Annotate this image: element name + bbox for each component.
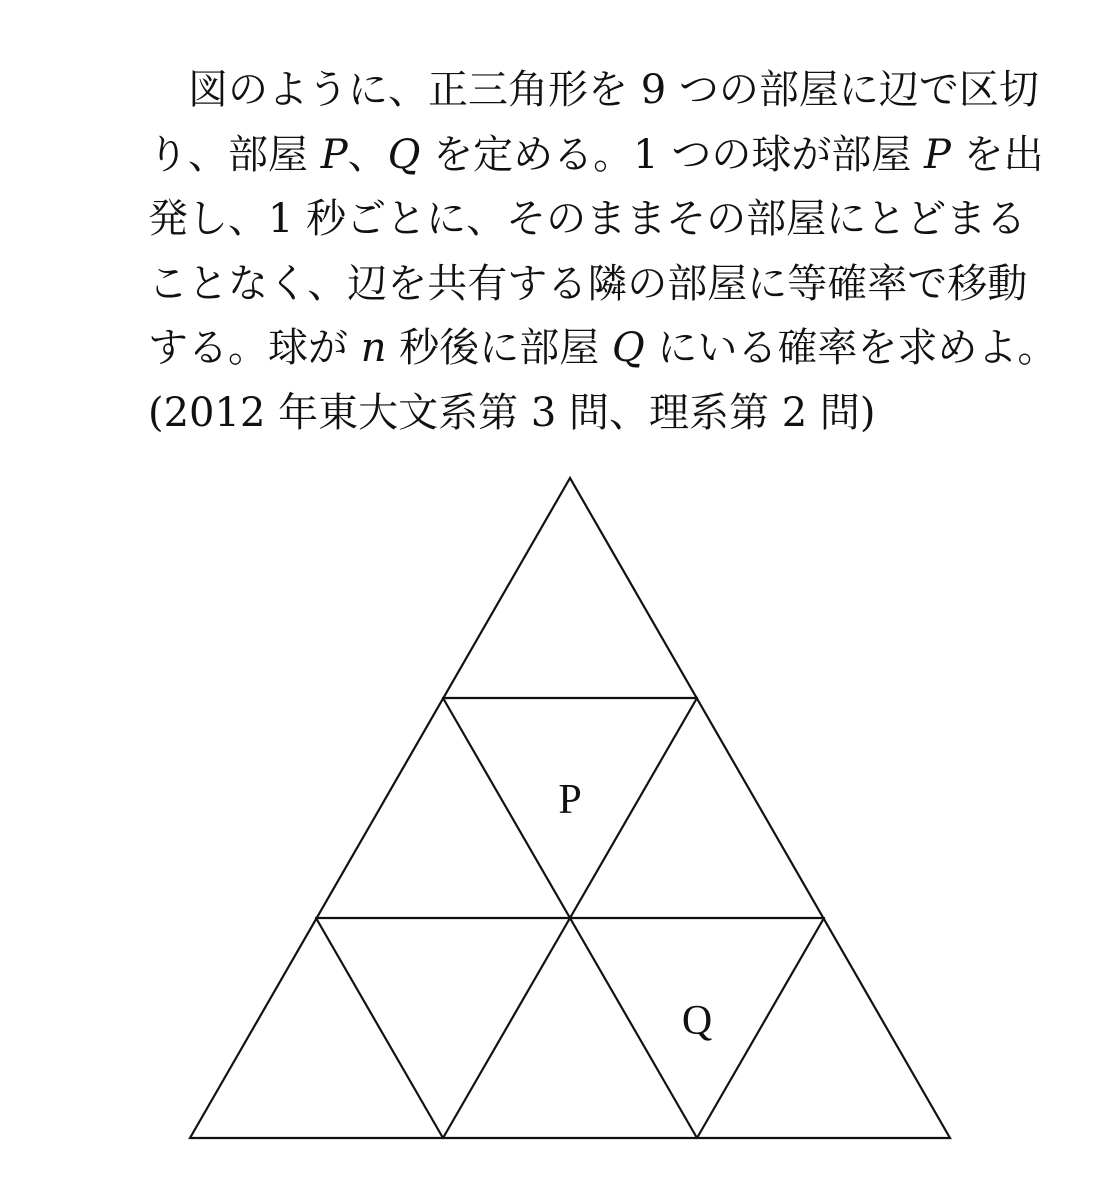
middle-row-right-diagonal (570, 698, 697, 918)
room-p-label: P (558, 777, 582, 823)
room-q-label: Q (681, 998, 713, 1044)
problem-line-2: り、部屋 P、Q を定める。1 つの球が部屋 P を出 (148, 131, 1044, 178)
bottom-row-diagonal-2 (443, 918, 570, 1138)
problem-line-1: 図のように、正三角形を 9 つの部屋に辺で区切 (188, 67, 1039, 113)
middle-row-left-diagonal (443, 698, 570, 918)
bottom-row-diagonal-4 (697, 918, 824, 1138)
bottom-row-diagonal-3 (570, 918, 697, 1138)
bottom-row-diagonal-1 (316, 918, 443, 1138)
problem-line-4: ことなく、辺を共有する隣の部屋に等確率で移動 (148, 260, 1028, 307)
problem-line-5: する。球が n 秒後に部屋 Q にいる確率を求めよ。 (148, 325, 1058, 371)
problem-source: (2012 年東大文系第 3 問、理系第 2 問) (148, 389, 876, 436)
problem-line-3: 発し、1 秒ごとに、そのままその部屋にとどまる (148, 196, 1027, 242)
